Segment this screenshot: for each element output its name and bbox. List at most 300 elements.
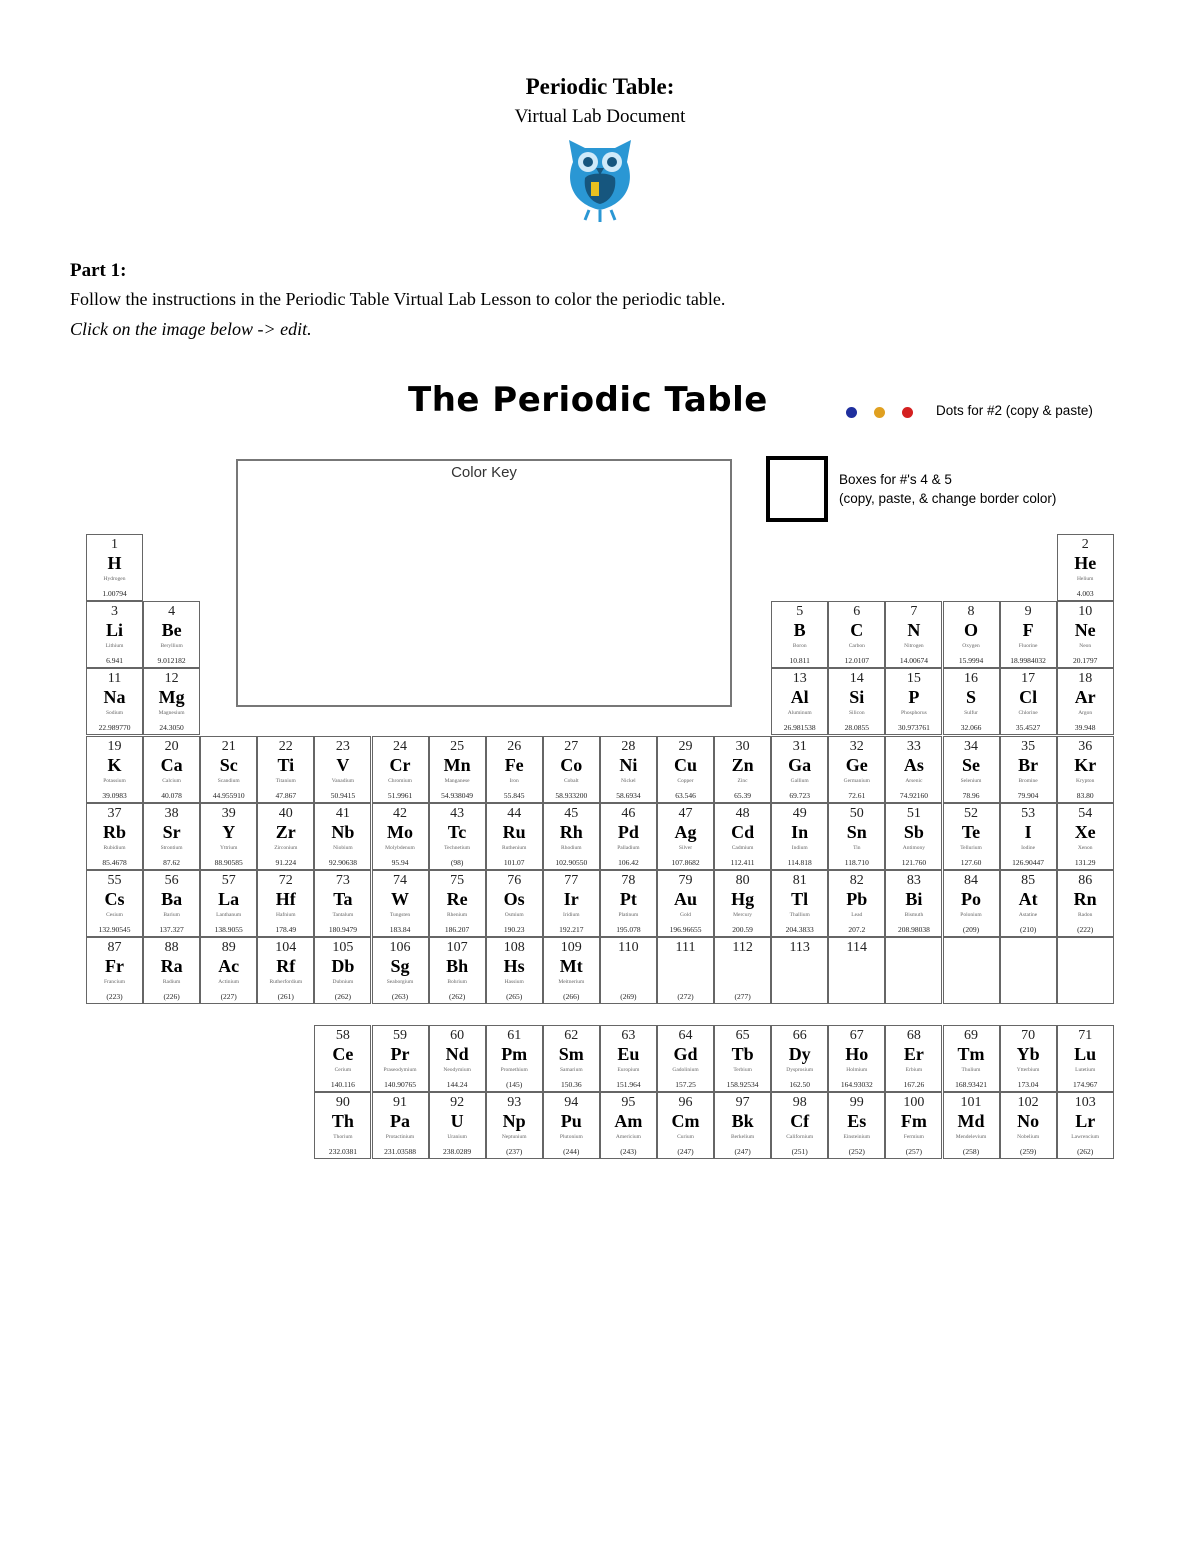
element-cell[interactable] xyxy=(600,803,657,870)
element-name: Promethium xyxy=(500,1067,528,1073)
element-name: Curium xyxy=(677,1134,694,1141)
part-1-label: Part 1: xyxy=(70,260,127,281)
element-cell[interactable] xyxy=(771,601,828,668)
element-cell[interactable] xyxy=(543,736,600,803)
atomic-number: 100 xyxy=(903,1095,925,1111)
atomic-mass: (277) xyxy=(734,992,751,1002)
element-cell[interactable] xyxy=(943,1092,1000,1159)
element-cell[interactable] xyxy=(314,736,371,803)
atomic-mass: (98) xyxy=(450,857,464,867)
atomic-mass: 158.92534 xyxy=(726,1080,759,1089)
element-cell[interactable] xyxy=(1000,601,1057,668)
element-cell[interactable] xyxy=(943,803,1000,870)
click-hint-text: Click on the image below -> edit. xyxy=(70,319,312,339)
element-symbol: No xyxy=(1017,1111,1040,1132)
element-name: Rutherfordium xyxy=(269,979,303,986)
element-cell[interactable] xyxy=(143,870,200,937)
atomic-mass: 20.1797 xyxy=(1073,656,1098,666)
element-name: Californium xyxy=(786,1134,814,1141)
element-cell[interactable] xyxy=(1057,937,1114,1004)
element-cell[interactable] xyxy=(714,1025,771,1092)
element-cell[interactable] xyxy=(257,937,314,1004)
element-cell[interactable] xyxy=(600,937,657,1004)
atomic-mass: 178.49 xyxy=(275,925,297,934)
element-cell[interactable] xyxy=(828,870,885,937)
element-name: Zirconium xyxy=(274,844,298,851)
element-name: Magnesium xyxy=(158,710,185,717)
atomic-number: 90 xyxy=(335,1095,350,1111)
element-cell[interactable] xyxy=(1000,870,1057,937)
element-symbol: Na xyxy=(103,687,126,708)
element-cell[interactable] xyxy=(543,937,600,1004)
element-cell[interactable] xyxy=(885,1092,942,1159)
owl-logo-icon xyxy=(563,134,637,224)
element-cell[interactable] xyxy=(657,937,714,1004)
element-cell[interactable] xyxy=(314,937,371,1004)
element-name: Neon xyxy=(1079,643,1092,650)
atomic-mass: 150.36 xyxy=(560,1080,582,1089)
element-symbol: Ba xyxy=(161,889,183,909)
element-symbol: I xyxy=(1024,821,1032,842)
element-name: Hassium xyxy=(504,979,524,986)
element-cell[interactable] xyxy=(86,736,143,803)
element-name: Ruthenium xyxy=(501,844,527,851)
element-cell[interactable] xyxy=(143,601,200,668)
boxes-label-line2: (copy, paste, & change border color) xyxy=(839,491,1057,506)
element-symbol: P xyxy=(908,687,920,708)
element-cell[interactable] xyxy=(1057,534,1114,601)
atomic-mass: 28.0855 xyxy=(844,723,869,733)
atomic-mass: 195.078 xyxy=(616,925,641,934)
element-cell[interactable] xyxy=(1000,803,1057,870)
atomic-mass: 204.3833 xyxy=(785,925,814,934)
atomic-mass: 54.938049 xyxy=(441,790,474,800)
atomic-mass: 92.90638 xyxy=(328,857,357,867)
element-symbol: Sr xyxy=(162,821,181,842)
atomic-number: 53 xyxy=(1021,805,1036,821)
atomic-number: 71 xyxy=(1078,1028,1093,1043)
atomic-mass: 40.078 xyxy=(161,790,182,800)
element-cell[interactable] xyxy=(943,1025,1000,1092)
element-cell[interactable] xyxy=(943,601,1000,668)
atomic-mass: (210) xyxy=(1019,925,1037,934)
atomic-number: 22 xyxy=(278,738,293,754)
element-cell[interactable] xyxy=(372,803,429,870)
atomic-number: 36 xyxy=(1078,738,1093,754)
element-cell[interactable] xyxy=(1057,601,1114,668)
element-cell[interactable] xyxy=(828,803,885,870)
atomic-mass: (262) xyxy=(334,992,352,1002)
element-name: Platinum xyxy=(618,912,639,918)
element-cell[interactable] xyxy=(885,1025,942,1092)
element-symbol: Gd xyxy=(673,1044,698,1064)
element-cell[interactable] xyxy=(885,668,942,735)
element-symbol: Cs xyxy=(104,889,125,909)
element-cell[interactable] xyxy=(771,937,828,1004)
boxes-label xyxy=(839,470,1056,508)
element-name: Europium xyxy=(617,1067,640,1073)
element-cell[interactable] xyxy=(486,1025,543,1092)
element-name: Silicon xyxy=(849,710,865,717)
element-symbol: S xyxy=(965,687,976,708)
atomic-mass: (251) xyxy=(791,1147,808,1157)
atomic-number: 109 xyxy=(560,940,582,956)
atomic-number: 88 xyxy=(164,940,179,956)
element-symbol: Fm xyxy=(900,1111,927,1132)
element-symbol: C xyxy=(850,620,864,641)
element-name: Thallium xyxy=(789,912,810,918)
atomic-number: 95 xyxy=(621,1095,636,1111)
element-cell[interactable] xyxy=(657,1092,714,1159)
atomic-mass: 15.9994 xyxy=(958,656,984,666)
element-symbol: Rb xyxy=(102,821,126,842)
element-symbol: Er xyxy=(903,1044,924,1064)
element-cell[interactable] xyxy=(86,803,143,870)
element-name: Bohrium xyxy=(447,979,467,986)
element-symbol: Sm xyxy=(558,1044,584,1064)
element-cell[interactable] xyxy=(1000,1092,1057,1159)
atomic-number: 33 xyxy=(906,738,921,754)
element-cell[interactable] xyxy=(429,870,486,937)
element-cell[interactable] xyxy=(486,736,543,803)
element-cell[interactable] xyxy=(600,1025,657,1092)
element-symbol: Th xyxy=(331,1111,354,1132)
element-cell[interactable] xyxy=(600,870,657,937)
element-name: Zinc xyxy=(737,777,748,784)
element-cell[interactable] xyxy=(828,1092,885,1159)
element-cell[interactable] xyxy=(486,803,543,870)
element-cell[interactable] xyxy=(200,870,257,937)
element-cell[interactable] xyxy=(86,937,143,1004)
element-cell[interactable] xyxy=(1057,668,1114,735)
element-cell[interactable] xyxy=(1000,736,1057,803)
element-cell[interactable] xyxy=(828,736,885,803)
element-cell[interactable] xyxy=(771,1025,828,1092)
element-name: Fermium xyxy=(903,1134,924,1141)
atomic-number: 92 xyxy=(450,1095,465,1111)
element-cell[interactable] xyxy=(885,601,942,668)
element-symbol: U xyxy=(450,1111,464,1132)
element-cell[interactable] xyxy=(486,937,543,1004)
element-cell[interactable] xyxy=(771,870,828,937)
atomic-number: 94 xyxy=(564,1095,579,1111)
element-cell[interactable] xyxy=(828,937,885,1004)
element-name: Rhenium xyxy=(447,912,468,918)
atomic-number: 61 xyxy=(507,1028,522,1043)
element-cell[interactable] xyxy=(543,1092,600,1159)
element-cell[interactable] xyxy=(714,1092,771,1159)
red-dot-icon[interactable] xyxy=(902,407,913,418)
element-name: Manganese xyxy=(444,777,470,784)
border-sample-box[interactable] xyxy=(766,456,828,522)
atomic-mass: 58.6934 xyxy=(616,790,641,800)
element-cell[interactable] xyxy=(257,803,314,870)
element-symbol: Dy xyxy=(788,1044,811,1064)
blue-dot-icon[interactable] xyxy=(846,407,857,418)
element-cell[interactable] xyxy=(372,937,429,1004)
element-name: Arsenic xyxy=(905,777,923,784)
element-name: Iridium xyxy=(563,912,580,918)
element-cell[interactable] xyxy=(86,870,143,937)
atomic-number: 38 xyxy=(164,805,179,821)
element-cell[interactable] xyxy=(372,870,429,937)
element-cell[interactable] xyxy=(429,803,486,870)
element-cell[interactable] xyxy=(200,937,257,1004)
atomic-number: 8 xyxy=(967,604,975,620)
atomic-number: 85 xyxy=(1021,873,1036,888)
element-symbol: Rn xyxy=(1073,889,1097,909)
element-name: Americium xyxy=(615,1134,641,1141)
element-cell[interactable] xyxy=(943,736,1000,803)
element-cell[interactable] xyxy=(143,803,200,870)
element-name: Rhodium xyxy=(561,844,582,851)
element-cell[interactable] xyxy=(314,870,371,937)
element-symbol: Cl xyxy=(1019,687,1038,708)
atomic-number: 44 xyxy=(507,805,522,821)
element-name: Bismuth xyxy=(904,912,924,918)
atomic-mass: 157.25 xyxy=(675,1080,696,1089)
element-name: Phosphorus xyxy=(901,710,927,717)
atomic-mass: 50.9415 xyxy=(330,790,356,800)
element-cell[interactable] xyxy=(714,736,771,803)
element-cell[interactable] xyxy=(771,736,828,803)
element-symbol: Mg xyxy=(158,687,185,708)
element-cell[interactable] xyxy=(1057,803,1114,870)
atomic-number: 42 xyxy=(393,805,407,821)
atomic-mass: 95.94 xyxy=(391,857,409,867)
element-symbol: Cu xyxy=(673,754,697,775)
element-cell[interactable] xyxy=(314,803,371,870)
element-symbol: Ni xyxy=(619,754,638,775)
atomic-mass: 162.50 xyxy=(789,1080,810,1089)
element-cell[interactable] xyxy=(429,937,486,1004)
atomic-number: 99 xyxy=(849,1095,864,1111)
element-name: Fluorine xyxy=(1018,643,1038,650)
atomic-mass: (263) xyxy=(391,992,409,1002)
element-cell[interactable] xyxy=(429,1025,486,1092)
atomic-number: 23 xyxy=(335,738,350,754)
element-symbol: Ar xyxy=(1074,687,1096,708)
element-cell[interactable] xyxy=(943,668,1000,735)
element-symbol: At xyxy=(1018,889,1038,909)
atomic-number: 25 xyxy=(450,738,465,754)
element-cell[interactable] xyxy=(372,1025,429,1092)
element-name: Lithium xyxy=(105,643,124,650)
element-cell[interactable] xyxy=(885,803,942,870)
element-name: Samarium xyxy=(559,1067,583,1073)
atomic-number: 93 xyxy=(507,1095,522,1111)
element-cell[interactable] xyxy=(714,937,771,1004)
atomic-mass: 85.4678 xyxy=(102,857,127,867)
element-cell[interactable] xyxy=(885,937,942,1004)
element-symbol: Ta xyxy=(333,889,353,909)
element-cell[interactable] xyxy=(543,803,600,870)
element-symbol: Pd xyxy=(617,821,639,842)
element-cell[interactable] xyxy=(429,1092,486,1159)
element-name: Cadmium xyxy=(731,844,754,851)
element-cell[interactable] xyxy=(600,1092,657,1159)
element-name: Actinium xyxy=(218,979,240,986)
element-name: Berkelium xyxy=(730,1134,755,1141)
atomic-number: 108 xyxy=(503,940,525,956)
atomic-mass: (269) xyxy=(620,992,637,1002)
atomic-mass: 231.03588 xyxy=(384,1147,416,1157)
element-symbol: Hf xyxy=(275,889,296,909)
element-symbol: Ca xyxy=(160,754,183,775)
element-name: Astatine xyxy=(1018,912,1038,918)
atomic-mass: 63.546 xyxy=(675,790,696,800)
element-symbol: Ag xyxy=(674,821,697,842)
element-cell[interactable] xyxy=(714,870,771,937)
element-symbol: Nd xyxy=(445,1044,469,1064)
element-cell[interactable] xyxy=(257,736,314,803)
element-cell[interactable] xyxy=(143,668,200,735)
element-cell[interactable] xyxy=(828,601,885,668)
atomic-number: 31 xyxy=(792,738,807,754)
element-name: Bromine xyxy=(1018,777,1038,784)
atomic-number: 6 xyxy=(853,604,861,620)
atomic-number: 48 xyxy=(735,805,750,821)
element-name: Rubidium xyxy=(103,844,126,851)
element-name: Beryllium xyxy=(160,643,183,650)
element-symbol: Zn xyxy=(731,754,754,775)
element-cell[interactable] xyxy=(771,1092,828,1159)
element-cell[interactable] xyxy=(372,736,429,803)
element-cell[interactable] xyxy=(1057,1092,1114,1159)
color-key-label: Color Key xyxy=(451,464,517,481)
element-cell[interactable] xyxy=(1057,1025,1114,1092)
element-cell[interactable] xyxy=(429,736,486,803)
element-name: Strontium xyxy=(160,844,183,851)
element-name: Scandium xyxy=(217,777,240,784)
element-name: Iron xyxy=(509,777,519,784)
element-cell[interactable] xyxy=(657,1025,714,1092)
atomic-mass: 137.327 xyxy=(159,925,184,934)
element-cell[interactable] xyxy=(714,803,771,870)
atomic-mass: 107.8682 xyxy=(671,857,700,867)
element-symbol: Cr xyxy=(389,754,411,775)
atomic-mass: 72.61 xyxy=(848,790,866,800)
element-cell[interactable] xyxy=(1000,1025,1057,1092)
element-cell[interactable] xyxy=(143,937,200,1004)
element-cell[interactable] xyxy=(143,736,200,803)
atomic-number: 81 xyxy=(792,873,807,888)
element-name: Iodine xyxy=(1021,844,1036,851)
color-key-box[interactable] xyxy=(236,459,732,707)
element-cell[interactable] xyxy=(314,1092,371,1159)
atomic-mass: (222) xyxy=(1077,925,1094,934)
atomic-number: 67 xyxy=(849,1028,864,1043)
atomic-mass: 180.9479 xyxy=(328,925,357,934)
element-name: Dubnium xyxy=(332,979,354,986)
atomic-mass: 138.9055 xyxy=(214,925,243,934)
element-cell[interactable] xyxy=(1057,736,1114,803)
atomic-mass: 183.84 xyxy=(389,925,411,934)
element-cell[interactable] xyxy=(486,1092,543,1159)
atomic-number: 98 xyxy=(792,1095,807,1111)
element-cell[interactable] xyxy=(314,1025,371,1092)
element-symbol: O xyxy=(963,620,978,641)
atomic-number: 40 xyxy=(278,805,293,821)
element-cell[interactable] xyxy=(372,1092,429,1159)
element-symbol: Ac xyxy=(218,956,240,977)
element-symbol: Rh xyxy=(559,821,583,842)
atomic-mass: 121.760 xyxy=(901,857,927,867)
element-cell[interactable] xyxy=(943,937,1000,1004)
atomic-mass: (257) xyxy=(905,1147,923,1157)
atomic-mass: 190.23 xyxy=(503,925,525,934)
element-cell[interactable] xyxy=(1057,870,1114,937)
element-cell[interactable] xyxy=(657,870,714,937)
element-cell[interactable] xyxy=(543,870,600,937)
element-cell[interactable] xyxy=(600,736,657,803)
element-cell[interactable] xyxy=(257,870,314,937)
element-symbol: Es xyxy=(847,1111,867,1132)
atomic-number: 7 xyxy=(910,604,918,620)
element-symbol: Hg xyxy=(731,889,755,909)
atomic-mass: 26.981538 xyxy=(783,723,816,733)
element-cell[interactable] xyxy=(1000,668,1057,735)
element-cell[interactable] xyxy=(1000,937,1057,1004)
element-name: Carbon xyxy=(848,643,865,650)
element-cell[interactable] xyxy=(657,803,714,870)
element-name: Mercury xyxy=(733,912,753,918)
element-name: Gadolinium xyxy=(672,1067,699,1073)
element-cell[interactable] xyxy=(657,736,714,803)
element-name: Plutonium xyxy=(559,1134,583,1141)
document-title: Periodic Table: xyxy=(525,74,675,99)
element-cell[interactable] xyxy=(943,870,1000,937)
element-cell[interactable] xyxy=(771,668,828,735)
element-name: Copper xyxy=(677,777,694,784)
element-cell[interactable] xyxy=(771,803,828,870)
atomic-number: 3 xyxy=(111,604,118,620)
element-cell[interactable] xyxy=(86,534,143,601)
element-cell[interactable] xyxy=(200,803,257,870)
atomic-mass: 102.90550 xyxy=(555,857,588,867)
element-symbol: Xe xyxy=(1074,821,1096,842)
element-symbol: Bk xyxy=(731,1111,754,1132)
element-cell[interactable] xyxy=(828,1025,885,1092)
atomic-mass: 144.24 xyxy=(446,1080,468,1089)
atomic-number: 27 xyxy=(564,738,579,754)
atomic-mass: (258) xyxy=(962,1147,980,1157)
element-name: Cesium xyxy=(106,912,123,918)
element-cell[interactable] xyxy=(828,668,885,735)
atomic-number: 12 xyxy=(164,671,179,687)
atomic-number: 91 xyxy=(393,1095,407,1111)
atomic-number: 89 xyxy=(221,940,236,956)
element-cell[interactable] xyxy=(86,668,143,735)
element-name: Protactinium xyxy=(385,1134,415,1141)
element-cell[interactable] xyxy=(486,870,543,937)
atomic-number: 68 xyxy=(906,1028,921,1043)
element-symbol: Re xyxy=(446,889,468,909)
boxes-label-line1: Boxes for #'s 4 & 5 xyxy=(839,472,952,487)
element-cell[interactable] xyxy=(86,601,143,668)
atomic-mass: 18.9984032 xyxy=(1010,656,1046,666)
element-symbol: B xyxy=(793,620,806,641)
atomic-number: 70 xyxy=(1021,1028,1036,1043)
element-cell[interactable] xyxy=(885,870,942,937)
atomic-mass: 140.116 xyxy=(330,1080,355,1089)
element-cell[interactable] xyxy=(200,736,257,803)
orange-dot-icon[interactable] xyxy=(874,407,885,418)
element-cell[interactable] xyxy=(543,1025,600,1092)
element-cell[interactable] xyxy=(885,736,942,803)
atomic-mass: 10.811 xyxy=(789,656,810,666)
dots-label: Dots for #2 (copy & paste) xyxy=(936,403,1093,418)
